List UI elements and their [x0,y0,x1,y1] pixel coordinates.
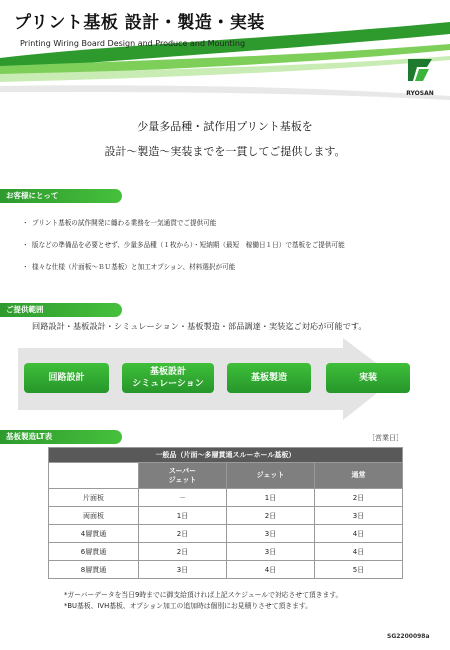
logo-text: RYOSAN [406,90,434,97]
company-logo [392,55,448,97]
bullet-text: 様々な仕様（片面板～ＢＵ基板）と加工オプション、材料選択が可能 [32,263,236,271]
table-row [49,525,403,543]
flow-step-mounting: 実装 [326,363,410,393]
table-cell: 3日 [227,525,315,543]
row-label: 片面板 [49,489,139,507]
column-header: ジェット [227,463,315,489]
column-header: 通常 [315,463,403,489]
table-row [49,507,403,525]
table-cell: － [139,489,227,507]
tagline-line-1: 少量多品種・試作用プリント基板を [137,120,313,133]
table-cell: 4日 [227,561,315,579]
table-cell: 3日 [227,543,315,561]
unit-label: ［営業日］ [368,434,403,442]
footnote: *ガーバーデータを当日9時までに御支給頂ければ上記スケジュールで対応させて頂きます。 [64,591,343,599]
table-cell: 1日 [227,489,315,507]
table-cell: 2日 [139,543,227,561]
table-super-header-row [49,448,403,463]
footnote: *BU基板、IVH基板、オプション加工の追加時は個別にお見積りさせて頂きます。 [64,602,312,610]
row-label: 両面板 [49,507,139,525]
row-label: 8層貫通 [49,561,139,579]
table-cell: 3日 [315,507,403,525]
tagline-line-2: 設計～製造～実装までを一貫してご提供します。 [104,145,346,158]
table-row [49,543,403,561]
flow-step-manufacturing: 基板製造 [227,363,311,393]
section-heading-customer: お客様にとって [0,189,122,203]
table-header-row [49,463,403,489]
table-row [49,489,403,507]
section-heading-lt-table: 基板製造LT表 [0,430,122,444]
table-row [49,561,403,579]
page-subtitle: Printing Wiring Board Design and Produce and Mounting [20,39,246,48]
flow-step-circuit-design: 回路設計 [24,363,109,393]
section-heading-scope: ご提供範囲 [0,303,122,317]
scope-description: 回路設計・基板設計・シミュレーション・基板製造・部品調達・実装迄ご対応が可能です。 [32,321,367,331]
row-label: 6層貫通 [49,543,139,561]
bullet-text: 版などの準備品を必要とせず、少量多品種（１枚から）・短納期（最短 稼働日１日）で基板をご提供可能 [32,241,345,249]
table-header-blank [49,463,139,489]
bullet-item: ・ 様々な仕様（片面板～ＢＵ基板）と加工オプション、材料選択が可能 [22,263,236,271]
table-cell: 4日 [315,525,403,543]
lead-time-table [48,447,403,579]
row-label: 4層貫通 [49,525,139,543]
bullet-item: ・ 版などの準備品を必要とせず、少量多品種（１枚から）・短納期（最短 稼働日１日）で基板をご提供可能 [22,241,345,249]
flow-step-board-design: 基板設計 シミュレーション [122,363,214,393]
table-cell: 2日 [139,525,227,543]
column-header: スーパー ジェット [139,463,227,489]
ryosan-logo-icon [405,55,435,85]
table-super-header: 一般品（片面～多層貫通スルーホール基板） [49,448,403,463]
document-code: SG2200098a [387,633,430,640]
table-cell: 1日 [139,507,227,525]
table-cell: 3日 [139,561,227,579]
bullet-item: ・ プリント基板の試作開発に纏わる業務を一気通貫でご提供可能 [22,219,217,227]
table-cell: 2日 [315,489,403,507]
table-cell: 5日 [315,561,403,579]
page-title: プリント基板 設計・製造・実装 [14,13,265,33]
table-cell: 4日 [315,543,403,561]
table-cell: 2日 [227,507,315,525]
bullet-text: プリント基板の試作開発に纏わる業務を一気通貫でご提供可能 [32,219,217,227]
